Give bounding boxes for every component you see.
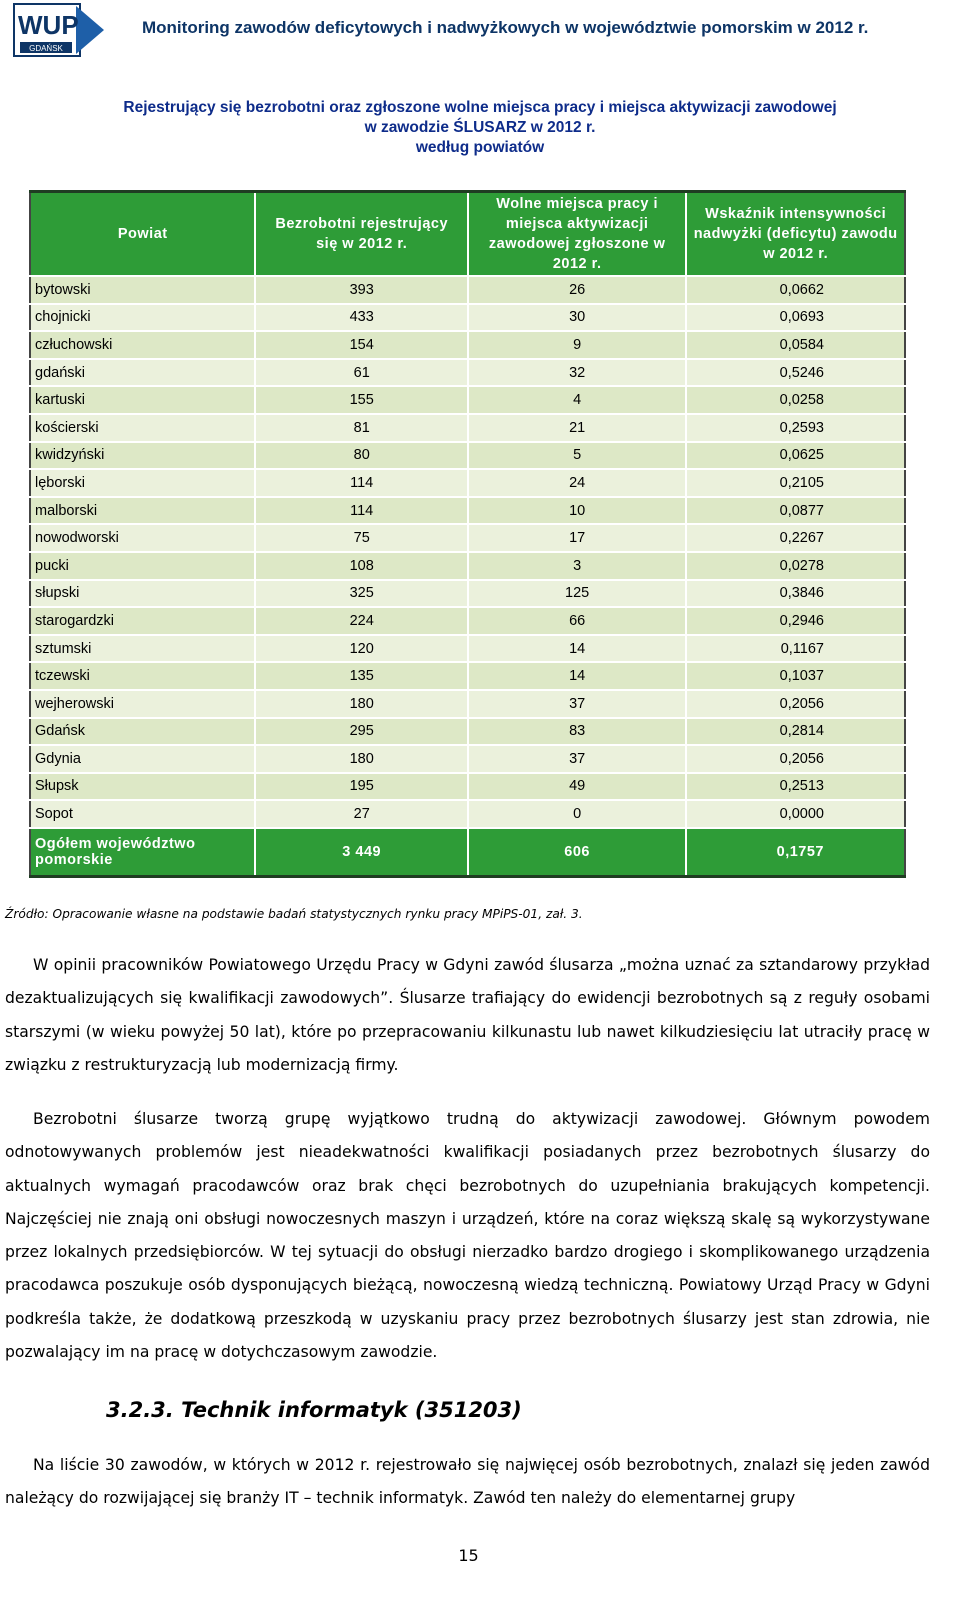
total-cell-vacancies: 606	[468, 828, 686, 877]
table-title-line: według powiatów	[415, 139, 545, 156]
table-row	[30, 276, 905, 304]
cell-unemployed: 114	[255, 469, 467, 497]
cell-indicator: 0,1037	[686, 662, 905, 690]
cell-unemployed: 195	[255, 773, 467, 801]
total-cell-powiat: Ogółem województwo pomorskie	[30, 828, 255, 877]
column-header-unemployed: Bezrobotni rejestrujący się w 2012 r.	[255, 192, 467, 277]
table-row	[30, 773, 905, 801]
table-row	[30, 635, 905, 663]
cell-vacancies: 30	[468, 304, 686, 332]
cell-unemployed: 433	[255, 304, 467, 332]
table-row	[30, 662, 905, 690]
cell-indicator: 0,2267	[686, 524, 905, 552]
cell-unemployed: 154	[255, 331, 467, 359]
cell-vacancies: 26	[468, 276, 686, 304]
svg-text:WUP: WUP	[18, 10, 79, 40]
column-header-powiat: Powiat	[30, 192, 255, 277]
table-row	[30, 607, 905, 635]
table-row	[30, 552, 905, 580]
section-heading: 3.2.3. Technik informatyk (351203)	[106, 1398, 522, 1422]
table-row	[30, 497, 905, 525]
cell-vacancies: 21	[468, 414, 686, 442]
cell-indicator: 0,0625	[686, 442, 905, 470]
cell-vacancies: 125	[468, 580, 686, 608]
cell-unemployed: 393	[255, 276, 467, 304]
cell-powiat: lęborski	[30, 469, 255, 497]
cell-vacancies: 49	[468, 773, 686, 801]
cell-vacancies: 17	[468, 524, 686, 552]
cell-powiat: gdański	[30, 359, 255, 387]
cell-powiat: pucki	[30, 552, 255, 580]
cell-vacancies: 3	[468, 552, 686, 580]
cell-powiat: wejherowski	[30, 690, 255, 718]
cell-vacancies: 4	[468, 386, 686, 414]
cell-vacancies: 83	[468, 718, 686, 746]
cell-indicator: 0,0584	[686, 331, 905, 359]
table-row	[30, 304, 905, 332]
body-paragraph: W opinii pracowników Powiatowego Urzędu Pracy w Gdyni zawód ślusarza „można uznać za sztandarowy przykład dezaktualizujących się kwalifikacji zawodowych”. Ślusarze trafiający do ewidencji bezrobotnych są z reguły osobami starszymi (w wieku powyżej 50 lat), które po przepracowaniu kilkunastu lub nawet kilkudziesięciu lat utraciły pracę w związku z restrukturyzacją lub modernizacją firmy.	[5, 956, 930, 1074]
page-header	[0, 0, 960, 70]
table-row	[30, 690, 905, 718]
cell-powiat: Słupsk	[30, 773, 255, 801]
cell-unemployed: 80	[255, 442, 467, 470]
cell-indicator: 0,1167	[686, 635, 905, 663]
cell-vacancies: 0	[468, 800, 686, 828]
cell-powiat: bytowski	[30, 276, 255, 304]
cell-vacancies: 14	[468, 635, 686, 663]
cell-indicator: 0,3846	[686, 580, 905, 608]
table-row	[30, 442, 905, 470]
cell-indicator: 0,2056	[686, 690, 905, 718]
table-row	[30, 745, 905, 773]
cell-powiat: kwidzyński	[30, 442, 255, 470]
cell-powiat: człuchowski	[30, 331, 255, 359]
table-row	[30, 469, 905, 497]
cell-powiat: sztumski	[30, 635, 255, 663]
cell-powiat: malborski	[30, 497, 255, 525]
cell-vacancies: 9	[468, 331, 686, 359]
table-title-line: Rejestrujący się bezrobotni oraz zgłoszone wolne miejsca pracy i miejsca aktywizacji zawodowej	[123, 99, 837, 116]
cell-vacancies: 66	[468, 607, 686, 635]
cell-indicator: 0,0693	[686, 304, 905, 332]
page-number: 15	[458, 1546, 479, 1565]
cell-indicator: 0,2056	[686, 745, 905, 773]
cell-vacancies: 37	[468, 690, 686, 718]
cell-unemployed: 224	[255, 607, 467, 635]
cell-indicator: 0,5246	[686, 359, 905, 387]
document-header-title: Monitoring zawodów deficytowych i nadwyżkowych w województwie pomorskim w 2012 r.	[142, 18, 869, 37]
table-row	[30, 580, 905, 608]
table-row	[30, 718, 905, 746]
cell-indicator: 0,0662	[686, 276, 905, 304]
cell-indicator: 0,2105	[686, 469, 905, 497]
cell-powiat: Gdańsk	[30, 718, 255, 746]
column-header-vacancies: Wolne miejsca pracy i miejsca aktywizacji zawodowej zgłoszone w 2012 r.	[468, 192, 686, 277]
cell-powiat: kościerski	[30, 414, 255, 442]
body-paragraph: Bezrobotni ślusarze tworzą grupę wyjątkowo trudną do aktywizacji zawodowej. Głównym powodem odnotowywanych problemów jest nieadekwatności kwalifikacji posiadanych przez bezrobotnych ślusarzy do aktualnych wymagań pracodawców oraz brak chęci bezrobotnych do uzupełniania brakujących kompetencji. Najczęściej nie znają oni obsługi nowoczesnych maszyn i urządzeń, które na coraz większą skalę są wykorzystywane przez lokalnych przedsiębiorców. W tej sytuacji do obsługi nierzadko bardzo drogiego i skomplikowanego urządzenia pracodawca poszukuje osób dysponujących bieżącą, nowoczesną wiedzą techniczną. Powiatowy Urząd Pracy w Gdyni podkreśla także, że dodatkową przeszkodą w uzyskaniu pracy przez bezrobotnych ślusarzy jest stan zdrowia, nie pozwalający im na pracę w dotychczasowym zawodzie.	[5, 1110, 930, 1362]
cell-unemployed: 180	[255, 690, 467, 718]
table-header-row	[30, 192, 905, 277]
cell-unemployed: 61	[255, 359, 467, 387]
cell-powiat: Gdynia	[30, 745, 255, 773]
cell-powiat: kartuski	[30, 386, 255, 414]
cell-indicator: 0,2593	[686, 414, 905, 442]
cell-vacancies: 14	[468, 662, 686, 690]
cell-vacancies: 10	[468, 497, 686, 525]
cell-indicator: 0,2513	[686, 773, 905, 801]
table-row	[30, 414, 905, 442]
cell-powiat: starogardzki	[30, 607, 255, 635]
cell-indicator: 0,0000	[686, 800, 905, 828]
cell-unemployed: 27	[255, 800, 467, 828]
cell-vacancies: 37	[468, 745, 686, 773]
cell-vacancies: 5	[468, 442, 686, 470]
svg-text:GDAŃSK: GDAŃSK	[29, 44, 63, 53]
cell-powiat: tczewski	[30, 662, 255, 690]
table-row	[30, 386, 905, 414]
cell-unemployed: 75	[255, 524, 467, 552]
column-header-indicator: Wskaźnik intensywności nadwyżki (deficytu) zawodu w 2012 r.	[686, 192, 905, 277]
cell-powiat: Sopot	[30, 800, 255, 828]
table-title	[20, 98, 940, 158]
cell-powiat: chojnicki	[30, 304, 255, 332]
source-note: Źródło: Opracowanie własne na podstawie badań statystycznych rynku pracy MPiPS-01, zał. 3.	[5, 907, 583, 921]
cell-unemployed: 114	[255, 497, 467, 525]
table-row	[30, 359, 905, 387]
body-paragraph: Na liście 30 zawodów, w których w 2012 r. rejestrowało się najwięcej osób bezrobotnych, znalazł się jeden zawód należący do rozwijającej się branży IT – technik informatyk. Zawód ten należy do elementarnej grupy	[5, 1456, 930, 1508]
cell-unemployed: 155	[255, 386, 467, 414]
cell-vacancies: 24	[468, 469, 686, 497]
cell-indicator: 0,0877	[686, 497, 905, 525]
cell-unemployed: 81	[255, 414, 467, 442]
cell-unemployed: 180	[255, 745, 467, 773]
cell-indicator: 0,2946	[686, 607, 905, 635]
cell-powiat: nowodworski	[30, 524, 255, 552]
cell-indicator: 0,2814	[686, 718, 905, 746]
cell-unemployed: 135	[255, 662, 467, 690]
cell-unemployed: 295	[255, 718, 467, 746]
cell-powiat: słupski	[30, 580, 255, 608]
table-total-row	[30, 828, 905, 877]
table-row	[30, 331, 905, 359]
cell-indicator: 0,0278	[686, 552, 905, 580]
cell-unemployed: 325	[255, 580, 467, 608]
table-row	[30, 800, 905, 828]
cell-unemployed: 108	[255, 552, 467, 580]
wup-gdansk-logo	[12, 2, 108, 60]
cell-indicator: 0,0258	[686, 386, 905, 414]
table-row	[30, 524, 905, 552]
table-title-line: w zawodzie ŚLUSARZ w 2012 r.	[364, 119, 596, 136]
table-body	[30, 276, 905, 876]
total-cell-indicator: 0,1757	[686, 828, 905, 877]
total-cell-unemployed: 3 449	[255, 828, 467, 877]
cell-unemployed: 120	[255, 635, 467, 663]
slusarz-statistics-table	[29, 190, 906, 878]
cell-vacancies: 32	[468, 359, 686, 387]
